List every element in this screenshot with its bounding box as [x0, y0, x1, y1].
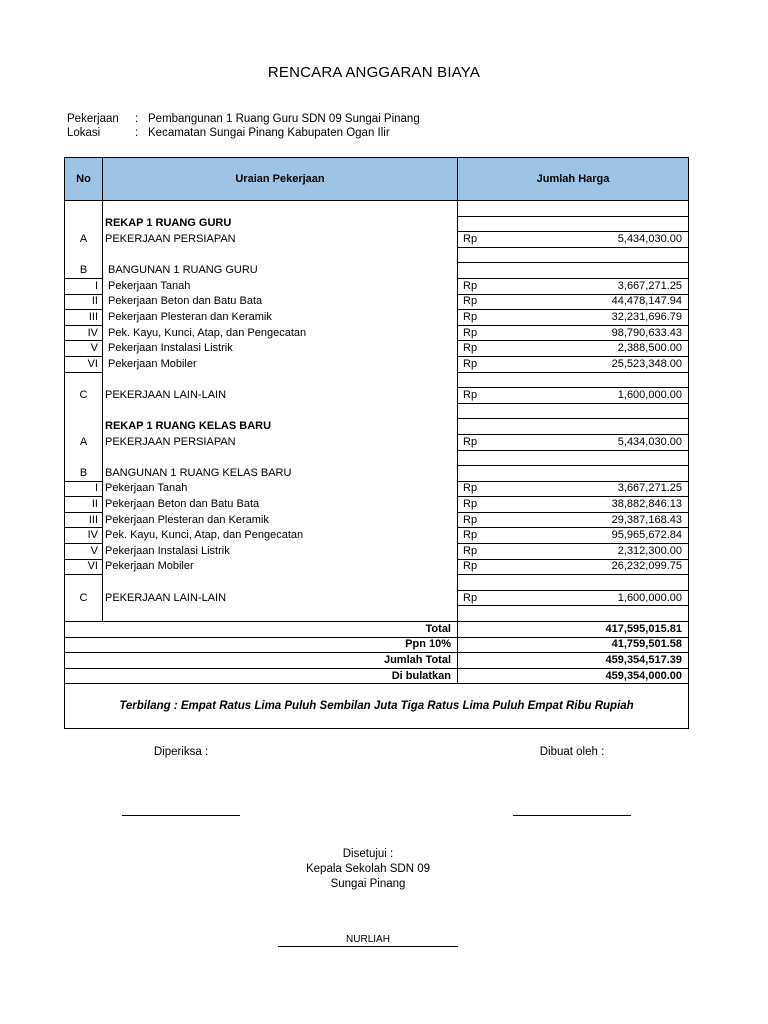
row-amount [458, 403, 689, 419]
row-description: PEKERJAAN LAIN-LAIN [103, 590, 458, 606]
amount-value: 1,600,000.00 [617, 388, 682, 401]
row-amount [458, 590, 689, 606]
table-row [65, 372, 689, 388]
row-description: BANGUNAN 1 RUANG KELAS BARU [103, 466, 458, 482]
row-description: Pekerjaan Plesteran dan Keramik [103, 512, 458, 528]
table-row [65, 325, 689, 341]
table-row [65, 310, 689, 326]
row-number: IV [65, 528, 103, 544]
row-description: PEKERJAAN LAIN-LAIN [103, 388, 458, 404]
currency-label: Rp [463, 388, 478, 401]
row-number: B [65, 263, 103, 279]
amount-value: 2,388,500.00 [617, 342, 682, 355]
row-amount [458, 434, 689, 450]
diperiksa-signature-line [122, 815, 240, 816]
row-description [103, 575, 458, 591]
approver-name: NURLIAH [346, 934, 390, 945]
approver-title-2: Sungai Pinang [330, 878, 406, 890]
table-row [65, 356, 689, 372]
row-number [65, 575, 103, 591]
table-row [65, 481, 689, 497]
row-description: Pekerjaan Beton dan Batu Bata [103, 294, 458, 310]
table-row [65, 419, 689, 435]
disetujui-label: Disetujui : [342, 848, 394, 860]
row-number: C [65, 590, 103, 606]
row-number [65, 450, 103, 466]
currency-label: Rp [463, 326, 478, 339]
info-separator: : [135, 113, 139, 125]
currency-label: Rp [463, 560, 478, 573]
row-description: BANGUNAN 1 RUANG GURU [103, 263, 458, 279]
currency-label: Rp [463, 435, 478, 448]
row-number: A [65, 232, 103, 248]
row-description [103, 606, 458, 622]
row-amount [458, 528, 689, 544]
table-row [65, 263, 689, 279]
info-separator: : [135, 127, 139, 139]
row-number [65, 247, 103, 263]
row-description [103, 372, 458, 388]
info-value: Pembangunan 1 Ruang Guru SDN 09 Sungai Pinang [148, 113, 420, 125]
table-row [65, 341, 689, 357]
amount-value: 3,667,271.25 [617, 482, 682, 495]
row-number: VI [65, 356, 103, 372]
document-title: RENCARA ANGGARAN BIAYA [267, 64, 481, 81]
row-number: VI [65, 559, 103, 575]
table-row [65, 528, 689, 544]
dibuat-signature-line [513, 815, 631, 816]
total-value: 459,354,000.00 [458, 668, 689, 684]
amount-value: 5,434,030.00 [617, 232, 682, 245]
table-row [65, 606, 689, 622]
row-amount [458, 201, 689, 217]
table-row [65, 403, 689, 419]
total-row [65, 622, 689, 638]
row-amount [458, 512, 689, 528]
amount-value: 3,667,271.25 [617, 279, 682, 292]
row-description: PEKERJAAN PERSIAPAN [103, 434, 458, 450]
table-row [65, 466, 689, 482]
total-value: 41,759,501.58 [458, 637, 689, 653]
amount-value: 5,434,030.00 [617, 435, 682, 448]
total-label: Di bulatkan [65, 668, 458, 684]
terbilang-row [65, 684, 689, 729]
table-row [65, 450, 689, 466]
info-lokasi [67, 126, 390, 140]
row-description [103, 450, 458, 466]
row-amount [458, 247, 689, 263]
row-number [65, 372, 103, 388]
table-row [65, 232, 689, 248]
table-row [65, 247, 689, 263]
info-pekerjaan [67, 112, 420, 126]
header-uraian: Uraian Pekerjaan [103, 158, 458, 201]
amount-value: 32,231,696.79 [611, 310, 682, 323]
table-row [65, 590, 689, 606]
row-amount [458, 325, 689, 341]
total-label: Jumlah Total [65, 653, 458, 669]
amount-value: 98,790,633.43 [611, 326, 682, 339]
row-number [65, 403, 103, 419]
total-label: Total [65, 622, 458, 638]
row-amount [458, 419, 689, 435]
currency-label: Rp [463, 529, 478, 542]
row-amount [458, 606, 689, 622]
info-label: Pekerjaan [67, 113, 119, 125]
table-row [65, 294, 689, 310]
table-row [65, 497, 689, 513]
row-description: Pekerjaan Mobiler [103, 356, 458, 372]
row-description: Pekerjaan Plesteran dan Keramik [103, 310, 458, 326]
amount-value: 25,523,348.00 [611, 357, 682, 370]
row-number [65, 419, 103, 435]
currency-label: Rp [463, 544, 478, 557]
amount-value: 95,965,672.84 [611, 529, 682, 542]
table-row [65, 388, 689, 404]
row-amount [458, 544, 689, 560]
row-number [65, 201, 103, 217]
row-amount [458, 310, 689, 326]
row-amount [458, 466, 689, 482]
row-description [103, 247, 458, 263]
currency-label: Rp [463, 482, 478, 495]
row-description: Pekerjaan Instalasi Listrik [103, 341, 458, 357]
row-number: II [65, 294, 103, 310]
table-row [65, 575, 689, 591]
terbilang-text: Terbilang : Empat Ratus Lima Puluh Sembilan Juta Tiga Ratus Lima Puluh Empat Ribu Rupiah [65, 684, 689, 729]
dibuat-label: Dibuat oleh : [539, 746, 605, 758]
header-no: No [65, 158, 103, 201]
table-row [65, 216, 689, 232]
amount-value: 26,232,099.75 [611, 560, 682, 573]
table-row [65, 559, 689, 575]
info-label: Lokasi [67, 127, 101, 139]
total-value: 459,354,517.39 [458, 653, 689, 669]
row-amount [458, 216, 689, 232]
currency-label: Rp [463, 295, 478, 308]
header-jumlah: Jumlah Harga [458, 158, 689, 201]
row-amount [458, 575, 689, 591]
row-number: III [65, 310, 103, 326]
row-number: V [65, 341, 103, 357]
row-number [65, 216, 103, 232]
row-description: Pekerjaan Beton dan Batu Bata [103, 497, 458, 513]
row-description [103, 403, 458, 419]
currency-label: Rp [463, 279, 478, 292]
row-amount [458, 232, 689, 248]
row-number: I [65, 481, 103, 497]
row-number [65, 606, 103, 622]
approver-title-1: Kepala Sekolah SDN 09 [305, 863, 431, 875]
total-label: Ppn 10% [65, 637, 458, 653]
table-row [65, 201, 689, 217]
row-description: Pekerjaan Mobiler [103, 559, 458, 575]
currency-label: Rp [463, 232, 478, 245]
row-number: I [65, 278, 103, 294]
table-header-row [65, 158, 689, 201]
row-number: II [65, 497, 103, 513]
table-row [65, 512, 689, 528]
row-number: V [65, 544, 103, 560]
row-amount [458, 278, 689, 294]
row-amount [458, 294, 689, 310]
approver-signature-line [278, 946, 458, 947]
total-row [65, 653, 689, 669]
row-description: REKAP 1 RUANG KELAS BARU [103, 419, 458, 435]
row-description [103, 201, 458, 217]
total-row [65, 668, 689, 684]
currency-label: Rp [463, 310, 478, 323]
row-description: Pekerjaan Tanah [103, 278, 458, 294]
currency-label: Rp [463, 357, 478, 370]
row-description: PEKERJAAN PERSIAPAN [103, 232, 458, 248]
row-number: C [65, 388, 103, 404]
row-number: III [65, 512, 103, 528]
row-number: A [65, 434, 103, 450]
row-description: Pek. Kayu, Kunci, Atap, dan Pengecatan [103, 325, 458, 341]
row-number: IV [65, 325, 103, 341]
row-amount [458, 388, 689, 404]
row-description: REKAP 1 RUANG GURU [103, 216, 458, 232]
table-row [65, 434, 689, 450]
row-amount [458, 356, 689, 372]
row-amount [458, 497, 689, 513]
currency-label: Rp [463, 591, 478, 604]
row-amount [458, 450, 689, 466]
info-value: Kecamatan Sungai Pinang Kabupaten Ogan Ilir [148, 127, 390, 139]
table-row [65, 544, 689, 560]
currency-label: Rp [463, 513, 478, 526]
row-number: B [65, 466, 103, 482]
total-value: 417,595,015.81 [458, 622, 689, 638]
table-row [65, 278, 689, 294]
row-amount [458, 559, 689, 575]
currency-label: Rp [463, 498, 478, 511]
amount-value: 29,387,168.43 [611, 513, 682, 526]
amount-value: 44,478,147.94 [611, 295, 682, 308]
amount-value: 1,600,000.00 [617, 591, 682, 604]
row-amount [458, 372, 689, 388]
currency-label: Rp [463, 342, 478, 355]
budget-table [64, 157, 689, 729]
amount-value: 38,882,846.13 [611, 498, 682, 511]
diperiksa-label: Diperiksa : [153, 746, 209, 758]
row-description: Pekerjaan Tanah [103, 481, 458, 497]
amount-value: 2,312,300.00 [617, 544, 682, 557]
row-amount [458, 481, 689, 497]
row-description: Pek. Kayu, Kunci, Atap, dan Pengecatan [103, 528, 458, 544]
row-amount [458, 341, 689, 357]
total-row [65, 637, 689, 653]
row-amount [458, 263, 689, 279]
row-description: Pekerjaan Instalasi Listrik [103, 544, 458, 560]
